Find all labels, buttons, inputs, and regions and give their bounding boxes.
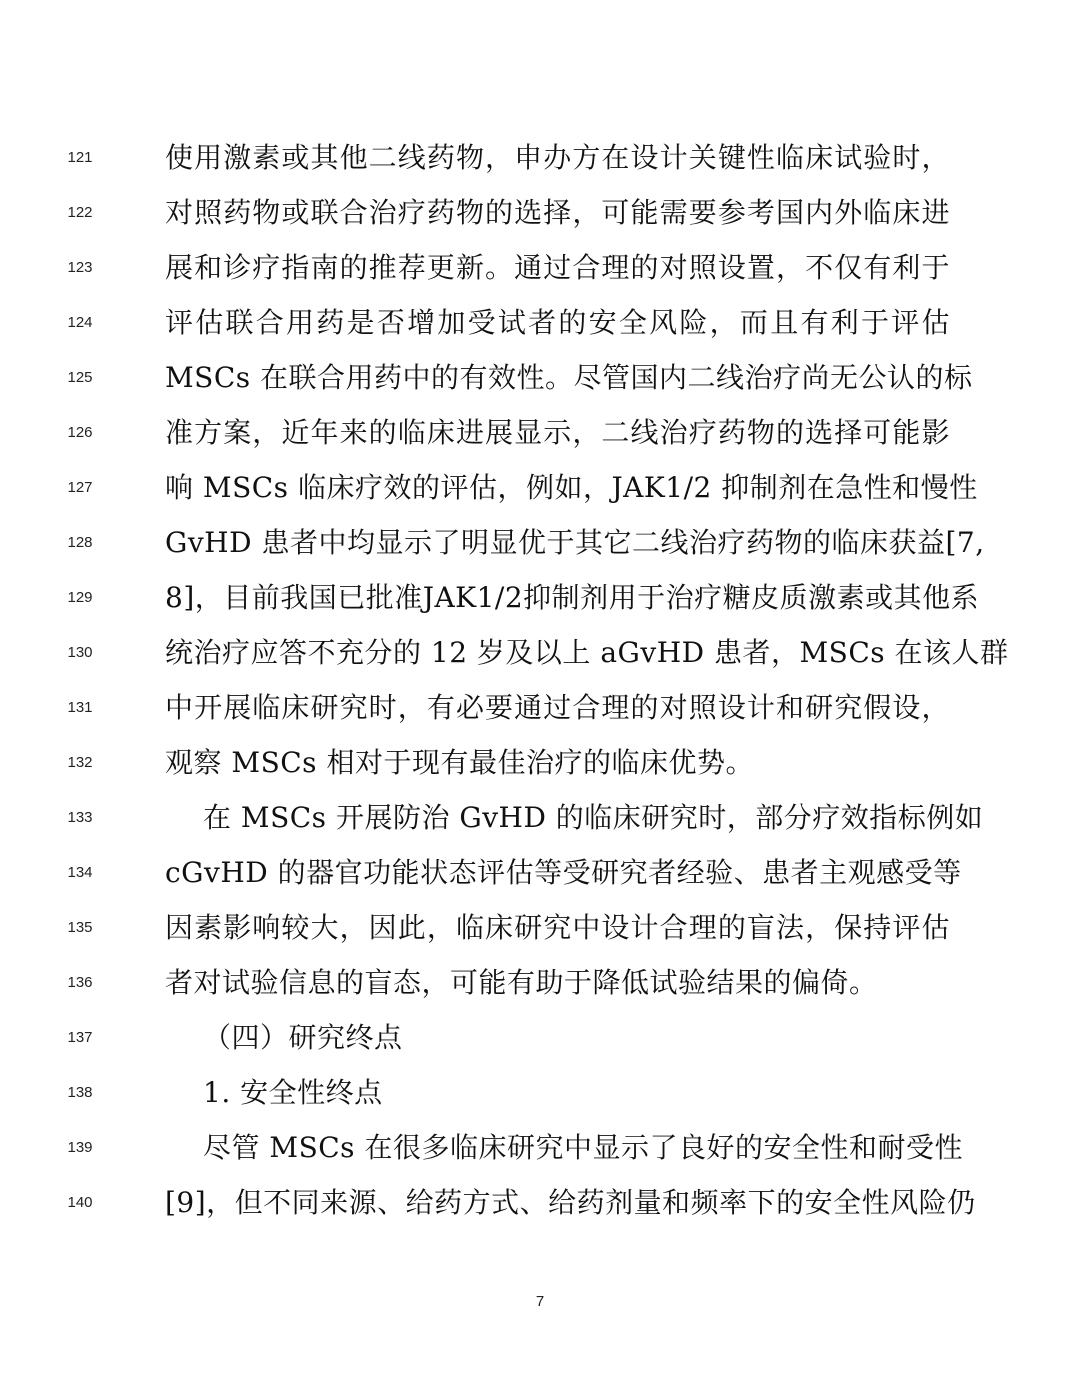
text-line [0, 735, 1080, 790]
line-text: 观察 MSCs 相对于现有最佳治疗的临床优势。 [165, 746, 754, 779]
line-number: 134 [67, 864, 93, 881]
text-line [0, 405, 1080, 460]
line-text: 响 MSCs 临床疗效的评估，例如，JAK1/2 抑制剂在急性和慢性 [165, 471, 978, 504]
line-text: 中开展临床研究时，有必要通过合理的对照设计和研究假设， [165, 691, 950, 724]
line-text: 尽管 MSCs 在很多临床研究中显示了良好的安全性和耐受性 [203, 1131, 963, 1164]
text-line [0, 900, 1080, 955]
line-number: 129 [67, 589, 93, 606]
line-number: 127 [67, 479, 93, 496]
text-line [0, 1065, 1080, 1120]
line-text: 因素影响较大，因此，临床研究中设计合理的盲法，保持评估 [165, 911, 950, 944]
text-line [0, 460, 1080, 515]
line-number: 133 [67, 809, 93, 826]
line-number: 123 [67, 259, 93, 276]
text-line [0, 1120, 1080, 1175]
line-number: 130 [67, 644, 93, 661]
line-text: 展和诊疗指南的推荐更新。通过合理的对照设置，不仅有利于 [165, 251, 950, 284]
text-line [0, 955, 1080, 1010]
text-line [0, 295, 1080, 350]
text-line [0, 1010, 1080, 1065]
line-text: 对照药物或联合治疗药物的选择，可能需要参考国内外临床进 [165, 196, 950, 229]
text-line [0, 625, 1080, 680]
line-text: cGvHD 的器官功能状态评估等受研究者经验、患者主观感受等 [165, 856, 962, 889]
line-text: 者对试验信息的盲态，可能有助于降低试验结果的偏倚。 [165, 966, 878, 999]
text-line [0, 845, 1080, 900]
text-line [0, 680, 1080, 735]
line-text: MSCs 在联合用药中的有效性。尽管国内二线治疗尚无公认的标 [165, 361, 973, 394]
line-text: 8]，目前我国已批准JAK1/2抑制剂用于治疗糖皮质激素或其他系 [165, 581, 980, 614]
line-number: 137 [67, 1029, 93, 1046]
line-number: 139 [67, 1139, 93, 1156]
section-heading: （四）研究终点 [203, 1021, 403, 1054]
line-text: 准方案，近年来的临床进展显示，二线治疗药物的选择可能影 [165, 416, 950, 449]
text-line [0, 130, 1080, 185]
line-number: 126 [67, 424, 93, 441]
line-number: 138 [67, 1084, 93, 1101]
line-number: 136 [67, 974, 93, 991]
text-line [0, 570, 1080, 625]
line-text: GvHD 患者中均显示了明显优于其它二线治疗药物的临床获益[7, [165, 526, 985, 559]
subsection-heading: 1. 安全性终点 [203, 1076, 383, 1109]
text-line [0, 515, 1080, 570]
line-number: 122 [67, 204, 93, 221]
line-text: 在 MSCs 开展防治 GvHD 的临床研究时，部分疗效指标例如 [203, 801, 984, 834]
text-line [0, 1175, 1080, 1230]
line-text: 使用激素或其他二线药物，申办方在设计关键性临床试验时， [165, 141, 950, 174]
line-text: 统治疗应答不充分的 12 岁及以上 aGvHD 患者，MSCs 在该人群 [165, 636, 1009, 669]
text-line [0, 350, 1080, 405]
line-number: 140 [67, 1194, 93, 1211]
line-number: 124 [67, 314, 93, 331]
line-number: 132 [67, 754, 93, 771]
line-number: 121 [67, 149, 93, 166]
line-number: 125 [67, 369, 93, 386]
text-line [0, 240, 1080, 295]
line-text: 评估联合用药是否增加受试者的安全风险，而且有利于评估 [165, 306, 950, 339]
text-line [0, 790, 1080, 845]
text-line [0, 185, 1080, 240]
line-number: 128 [67, 534, 93, 551]
line-number: 131 [67, 699, 93, 716]
line-text: [9]，但不同来源、给药方式、给药剂量和频率下的安全性风险仍 [165, 1186, 976, 1219]
line-number: 135 [67, 919, 93, 936]
page-number: 7 [535, 1293, 545, 1310]
